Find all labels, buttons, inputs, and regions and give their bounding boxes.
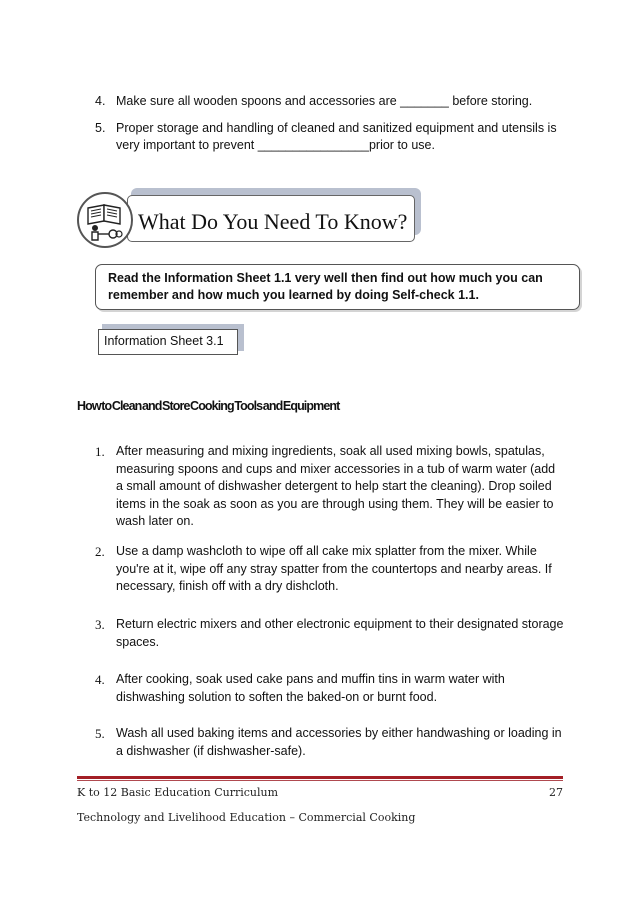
question-number: 4. xyxy=(95,94,106,108)
instruction-text: Read the Information Sheet 1.1 very well then find out how much you can remember and how much you learned by doing Self-check 1.1. xyxy=(108,271,543,302)
sheet-label: Information Sheet 3.1 xyxy=(104,334,224,348)
step-item xyxy=(95,671,565,706)
question-text: Proper storage and handling of cleaned and sanitized equipment and utensils is very important to prevent ________________prior to use. xyxy=(116,121,557,152)
step-number: 5. xyxy=(95,726,105,741)
section-heading: How to Clean and Store Cooking Tools and Equipment xyxy=(77,399,340,413)
footer-curriculum: K to 12 Basic Education Curriculum xyxy=(77,786,279,799)
step-text: Use a damp washcloth to wipe off all cake mix splatter from the mixer. While you're at it, wipe off any stray spatter from the countertops and nearby areas. If necessary, finish off with a dry dishcloth. xyxy=(116,544,552,593)
step-text: Wash all used baking items and accessories by either handwashing or loading in a dishwasher (if dishwasher-safe). xyxy=(116,726,562,758)
step-item xyxy=(95,725,565,760)
book-reading-icon xyxy=(79,194,131,246)
question-item xyxy=(95,93,575,110)
banner-badge xyxy=(77,192,133,248)
footer-rule xyxy=(77,776,563,779)
question-text: Make sure all wooden spoons and accessories are _______ before storing. xyxy=(116,94,533,108)
banner-title: What Do You Need To Know? xyxy=(138,209,408,234)
step-item xyxy=(95,443,565,531)
step-number: 2. xyxy=(95,544,105,559)
step-item xyxy=(95,616,565,651)
step-number: 3. xyxy=(95,617,105,632)
step-number: 4. xyxy=(95,672,105,687)
step-text: After cooking, soak used cake pans and muffin tins in warm water with dishwashing solution to soften the baked-on or burnt food. xyxy=(116,672,505,704)
step-number: 1. xyxy=(95,444,105,459)
step-item xyxy=(95,543,565,596)
question-number: 5. xyxy=(95,121,106,135)
footer-subject: Technology and Livelihood Education – Commercial Cooking xyxy=(77,811,416,824)
step-text: After measuring and mixing ingredients, soak all used mixing bowls, spatulas, measuring spoons and cups and mixer accessories in a tub of warm water (add a small amount of dishwasher detergent to help start the cleaning). Drop soiled items in the soak as soon as you are through using them. They will be easier to wash later on. xyxy=(116,444,556,528)
footer-rule-thin xyxy=(77,780,563,781)
step-text: Return electric mixers and other electronic equipment to their designated storage spaces. xyxy=(116,617,564,649)
question-item xyxy=(95,120,575,153)
page-number: 27 xyxy=(549,786,563,799)
